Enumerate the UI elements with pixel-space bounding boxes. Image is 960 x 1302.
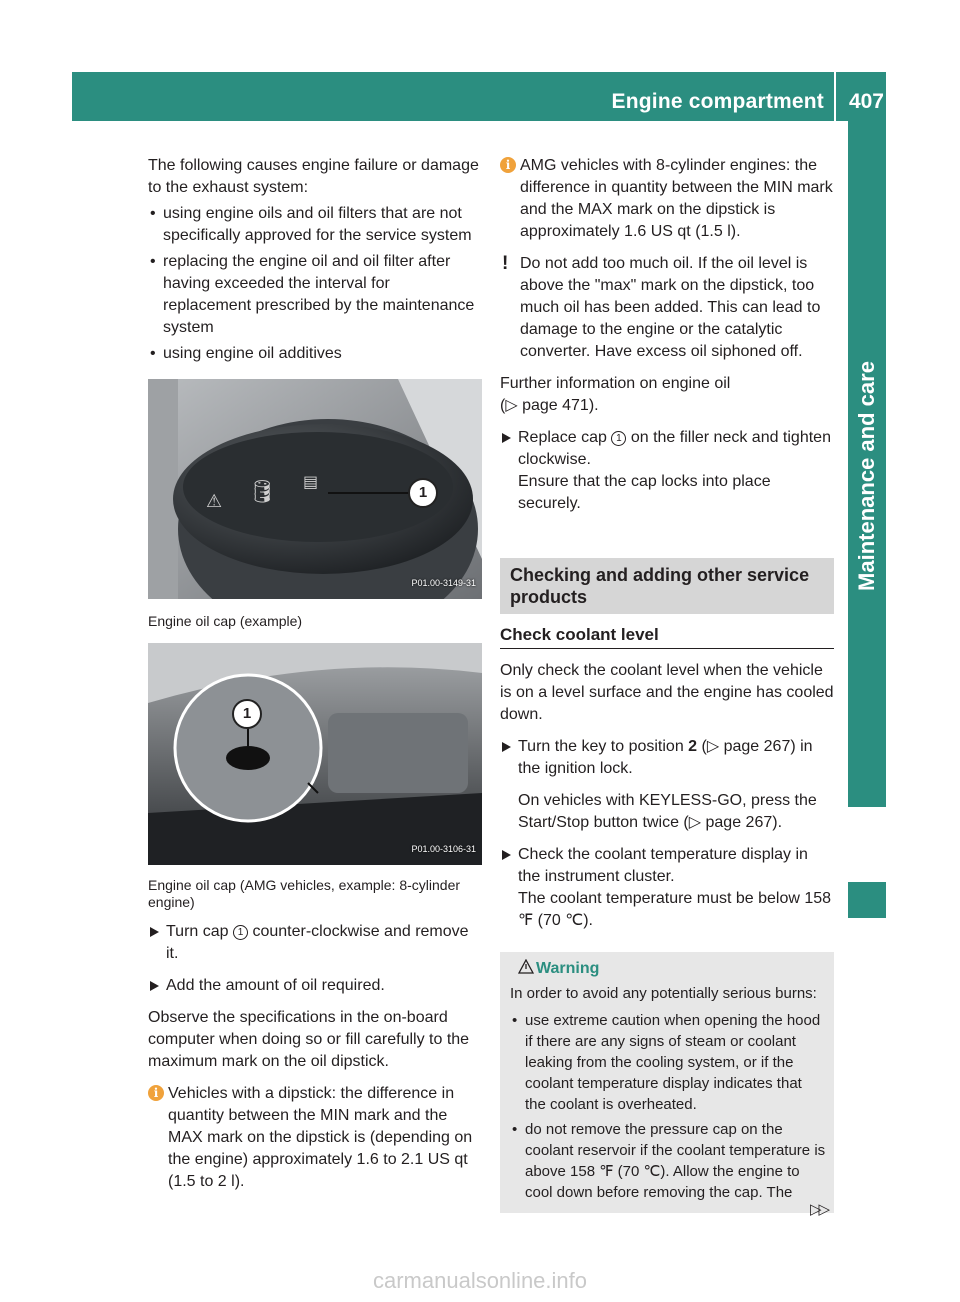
- info-icon: i: [500, 157, 516, 173]
- page-number: 407: [848, 90, 884, 113]
- left-column: [148, 155, 482, 1193]
- caution-note: ! Do not add too much oil. If the oil level is above the "max" mark on the dipstick, too much oil has been added. This can lead to damage to the engine or the catalytic converter. Have excess oil siphoned off.: [502, 253, 821, 360]
- page-header: [72, 72, 886, 121]
- step-check-temp: Check the coolant temperature display in the instrument cluster. The coolant temperature must be below 158 ℉ (70 ℃).: [500, 844, 834, 932]
- exclamation-icon: !: [502, 253, 509, 274]
- continue-arrows: ▷▷: [810, 1201, 828, 1218]
- side-tab-label: Maintenance and care: [854, 361, 879, 591]
- step-remove-cap: Turn cap 1 counter-clockwise and remove it.: [148, 921, 482, 965]
- info-note: i AMG vehicles with 8-cylinder engines: the difference in quantity between the MIN mark and the MAX mark on the dipstick is approximately 1.6 US qt (1.5 l).: [500, 155, 834, 243]
- warning-title: Warning: [510, 958, 826, 979]
- subheading: Check coolant level: [500, 624, 834, 649]
- callout-ref-1: 1: [611, 431, 626, 446]
- figure-code: P01.00-3106-31: [411, 844, 476, 854]
- callout-ref-1: 1: [233, 925, 248, 940]
- figure-code: P01.00-3149-31: [411, 578, 476, 588]
- svg-text:⚠: ⚠: [206, 491, 223, 512]
- svg-text:🛢: 🛢: [248, 480, 276, 505]
- figure-caption: Engine oil cap (example): [148, 613, 303, 629]
- list-item: • using engine oil additives: [148, 343, 482, 365]
- warning-intro: In order to avoid any potentially serious burns:: [510, 985, 817, 1002]
- paragraph: On vehicles with KEYLESS-GO, press the Start/Stop button twice (▷ page 267).: [518, 792, 817, 831]
- warning-triangle-icon: [518, 959, 534, 974]
- further-info: Further information on engine oil (▷ page 471).: [500, 375, 731, 414]
- info-note: i Vehicles with a dipstick: the difference in quantity between the MIN mark and the MAX mark on the dipstick is (depending on the engine) approximately 1.6 to 2.1 US qt (1.5 to 2 l).: [148, 1083, 482, 1193]
- section-heading: Checking and adding other service products: [500, 558, 834, 614]
- step-replace-cap: Replace cap 1 on the filler neck and tighten clockwise. Ensure that the cap locks into place securely.: [500, 427, 834, 515]
- oil-cap-photo: [148, 379, 482, 599]
- callout-1: 1: [408, 478, 438, 508]
- page-title: Engine compartment: [611, 90, 824, 113]
- list-item: • replacing the engine oil and oil filter after having exceeded the interval for replacement prescribed by the maintenance system: [148, 251, 482, 339]
- figure-caption: Engine oil cap (AMG vehicles, example: 8-cylinder engine): [148, 877, 461, 910]
- amg-oil-cap-photo: [148, 643, 482, 865]
- watermark: carmanualsonline.info: [372, 1268, 588, 1293]
- header-divider: [834, 72, 836, 121]
- list-item: • do not remove the pressure cap on the coolant reservoir if the coolant temperature is above 158 ℉ (70 ℃). Allow the engine to cool down before removing the cap. The: [510, 1119, 826, 1203]
- list-item: • use extreme caution when opening the hood if there are any signs of steam or coolant leaking from the cooling system, or if the coolant temperature display indicates that the coolant is overheated.: [510, 1010, 826, 1115]
- side-tab-marker: [848, 882, 886, 918]
- right-column: [500, 155, 834, 1213]
- callout-1: 1: [232, 699, 262, 729]
- paragraph: Only check the coolant level when the vehicle is on a level surface and the engine has cooled down.: [500, 662, 834, 723]
- step-turn-key: Turn the key to position 2 (▷ page 267) in the ignition lock.: [500, 736, 834, 780]
- list-item: • using engine oils and oil filters that are not specifically approved for the service system: [148, 203, 482, 247]
- intro-text: The following causes engine failure or damage to the exhaust system:: [148, 157, 479, 196]
- info-icon: i: [148, 1085, 164, 1101]
- side-tab: [848, 121, 886, 807]
- paragraph: Observe the specifications in the on-board computer when doing so or fill carefully to the maximum mark on the oil dipstick.: [148, 1009, 470, 1070]
- step-add-oil: Add the amount of oil required.: [148, 975, 482, 997]
- warning-box: [500, 952, 834, 1213]
- svg-text:▤: ▤: [303, 472, 319, 491]
- engine-bay-illustration: [148, 643, 482, 865]
